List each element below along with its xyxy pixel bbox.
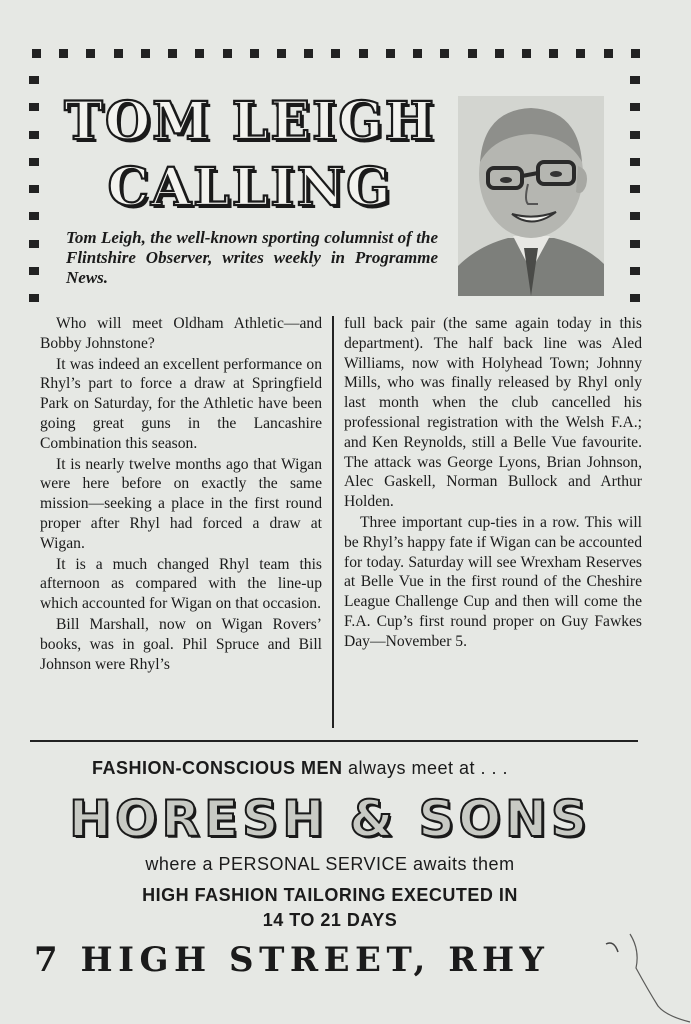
advert-subline: where a PERSONAL SERVICE awaits them — [145, 854, 515, 874]
article-column-left — [40, 314, 322, 674]
section-divider — [30, 740, 638, 742]
frame-square — [630, 212, 640, 220]
frame-square — [29, 103, 39, 111]
frame-square — [386, 49, 395, 58]
column-title-line1: TOM LEIGH — [64, 91, 436, 152]
frame-square — [277, 49, 286, 58]
frame-square — [29, 240, 39, 248]
page-crease-mark — [600, 930, 691, 1024]
advert-address: 7 HIGH STREET, RHY — [34, 940, 550, 980]
portrait-icon — [458, 96, 604, 296]
advert-business-name: HORESH & SONS — [69, 790, 591, 848]
frame-square — [630, 158, 640, 166]
frame-square — [630, 76, 640, 84]
article-paragraph: It was indeed an excellent performance on Rhyl’s part to force a draw at Springfield Park on Saturday, for the Athletic have been going great guns in the Lancashire Combination this season. — [40, 355, 322, 452]
frame-square — [29, 212, 39, 220]
frame-square — [29, 131, 39, 139]
advert-tagline-bold: FASHION-CONSCIOUS MEN — [91, 758, 343, 778]
frame-square — [522, 49, 531, 58]
advert-tagline — [0, 758, 600, 779]
frame-square — [29, 267, 39, 275]
frame-square — [468, 49, 477, 58]
article-paragraph: Bill Marshall, now on Wigan Rovers’ books, was in goal. Phil Spruce and Bill Johnson were Rhyl’s — [40, 615, 322, 673]
frame-square — [331, 49, 340, 58]
frame-square — [29, 294, 39, 302]
frame-square — [304, 49, 313, 58]
frame-square — [630, 267, 640, 275]
frame-square — [141, 49, 150, 58]
column-divider — [332, 316, 334, 728]
frame-square — [114, 49, 123, 58]
frame-square — [604, 49, 613, 58]
frame-square — [630, 240, 640, 248]
frame-square — [29, 158, 39, 166]
frame-square — [549, 49, 558, 58]
column-intro: Tom Leigh, the well-known sporting columnist of the Flintshire Observer, writes weekly in Programme News. — [66, 228, 438, 287]
frame-square — [440, 49, 449, 58]
frame-square — [631, 49, 640, 58]
frame-square — [359, 49, 368, 58]
article-paragraph: Who will meet Oldham Athletic—and Bobby Johnstone? — [40, 315, 322, 352]
frame-square — [576, 49, 585, 58]
frame-left-border — [29, 76, 39, 302]
article-paragraph: It is a much changed Rhyl team this afternoon as compared with the line-up which accounted for Wigan on that occasion. — [40, 555, 322, 613]
frame-top-border — [32, 49, 640, 58]
frame-square — [630, 185, 640, 193]
frame-right-border — [630, 76, 640, 302]
column-title-line2: CALLING — [107, 157, 393, 218]
advert-service-line: HIGH FASHION TAILORING EXECUTED IN — [142, 885, 518, 905]
frame-square — [250, 49, 259, 58]
frame-square — [29, 76, 39, 84]
article-paragraph: full back pair (the same again today in this department). The half back line was Aled Williams, now with Holyhead Town; Johnny Mills, who was finally released by Rhyl only last month when the club cancelled his professional registration with the Welsh F.A.; and Ken Reynolds, still a Belle Vue favourite. The attack was George Lyons, Brian Johnson, Alec Gaskell, Norman Bullock and Arthur Holden. — [344, 315, 642, 511]
frame-square — [29, 185, 39, 193]
frame-square — [168, 49, 177, 58]
advert-days-line: 14 TO 21 DAYS — [262, 910, 398, 930]
frame-square — [223, 49, 232, 58]
frame-square — [630, 294, 640, 302]
frame-square — [630, 131, 640, 139]
frame-square — [495, 49, 504, 58]
frame-square — [195, 49, 204, 58]
article-column-right — [344, 314, 642, 652]
frame-square — [59, 49, 68, 58]
frame-square — [630, 103, 640, 111]
frame-square — [413, 49, 422, 58]
advert-tagline-light: always meet at . . . — [347, 758, 509, 778]
frame-square — [32, 49, 41, 58]
article-paragraph: Three important cup-ties in a row. This will be Rhyl’s happy fate if Wigan can be accounted for today. Saturday will see Wrexham Reserves at Belle Vue in the first round of the Cheshire League Challenge Cup and then will come the F.A. Cup’s first round proper on Guy Fawkes Day—November 5. — [344, 513, 642, 650]
frame-square — [86, 49, 95, 58]
article-paragraph: It is nearly twelve months ago that Wigan were here before on exactly the same mission—seeking a place in the first round proper after Rhyl had forced a draw at Wigan. — [40, 455, 322, 552]
